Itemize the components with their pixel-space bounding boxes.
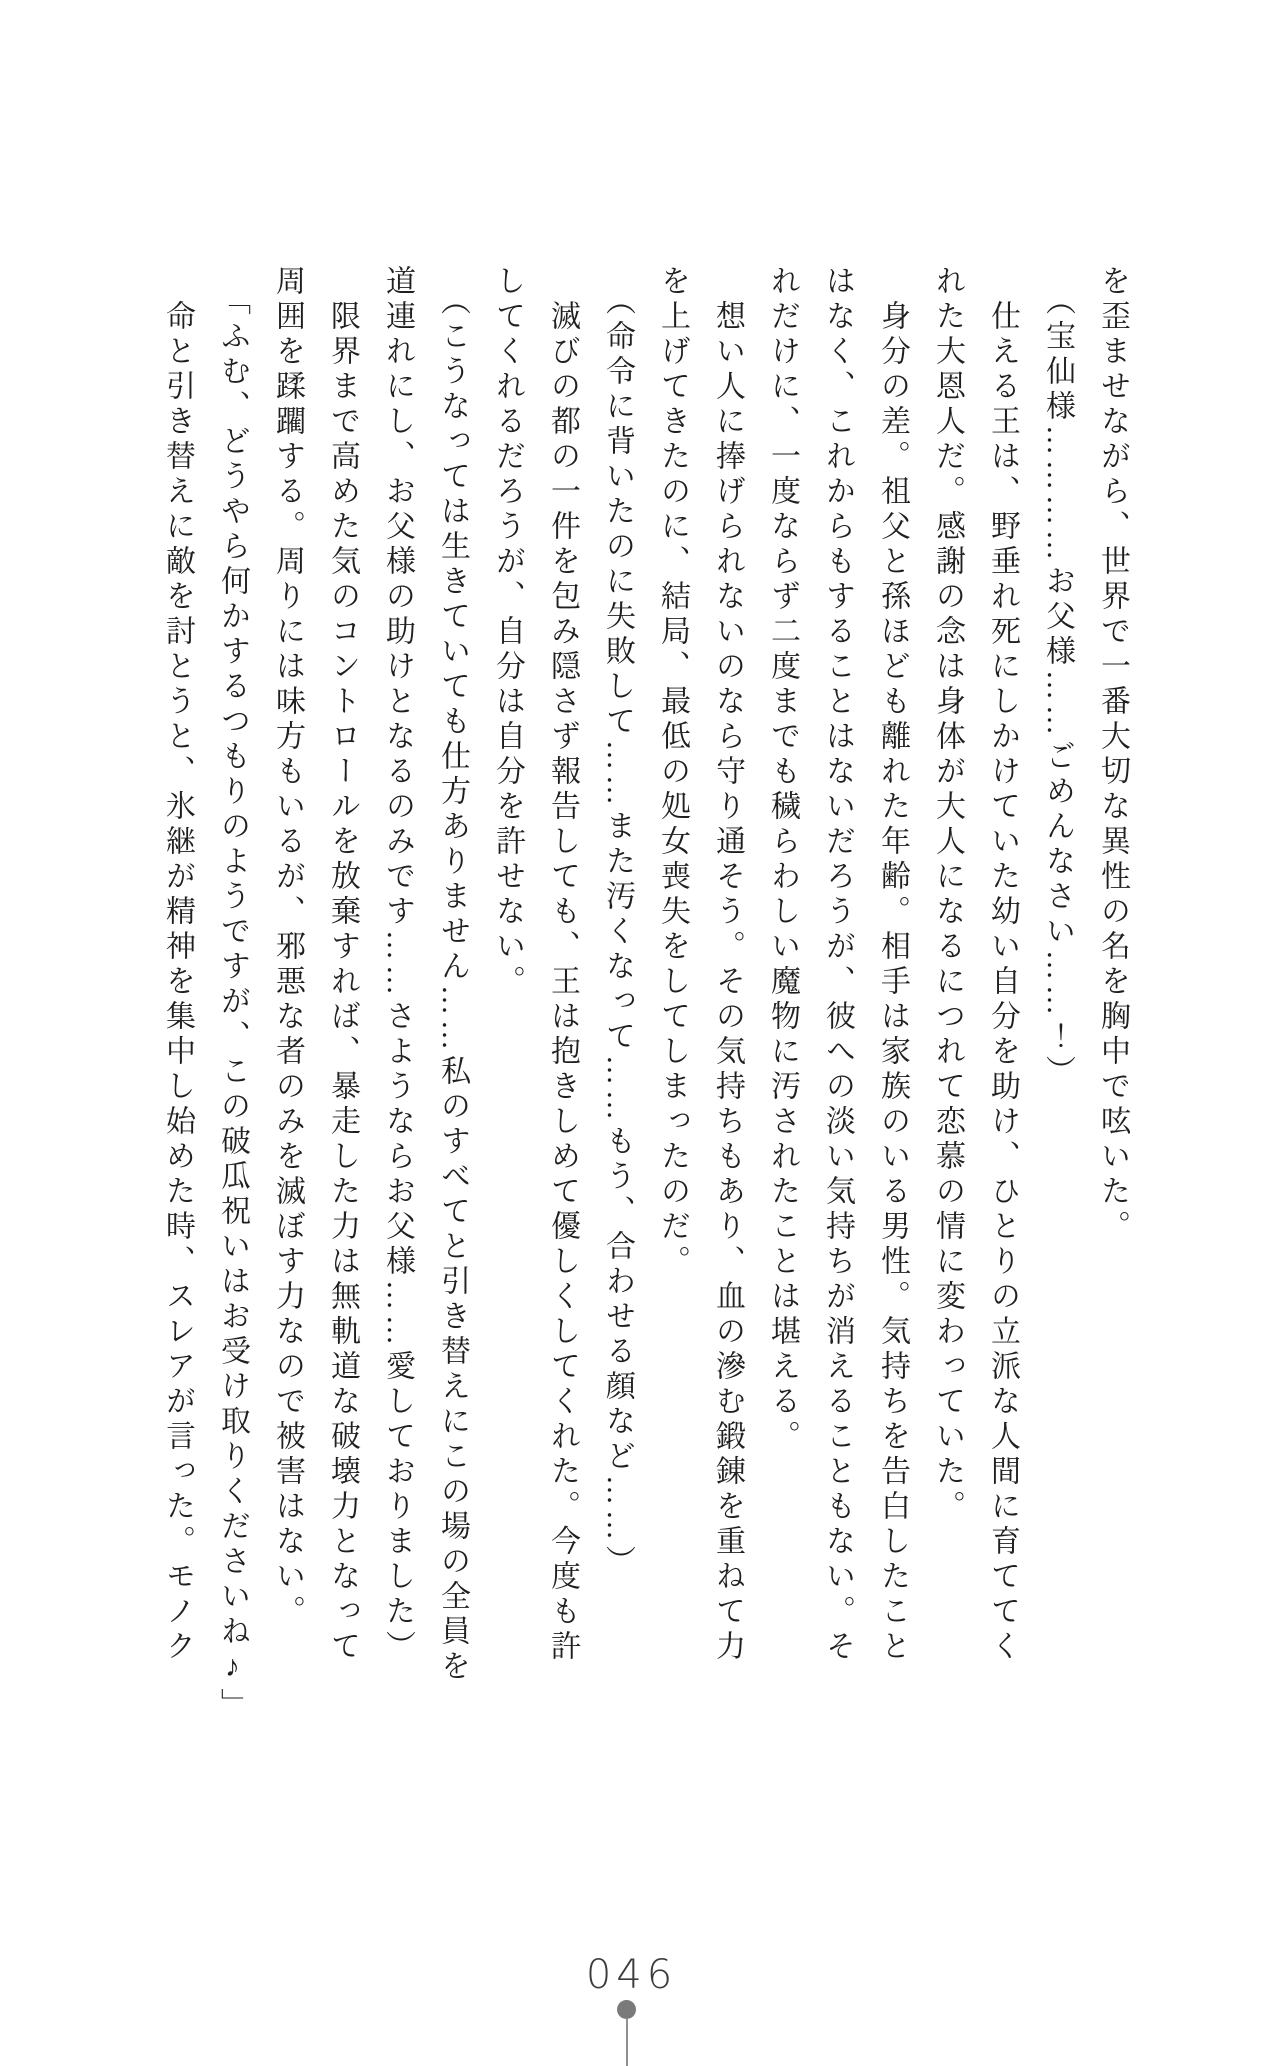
text-line: 想い人に捧げられないのなら守り通そう。その気持ちもあり、血の滲む鍛錬を重ねて力 (711, 265, 744, 1665)
text-line: れだけに、一度ならず二度までも穢らわしい魔物に汚されたことは堪える。 (766, 265, 799, 1455)
footer-dot-ornament (617, 2000, 636, 2019)
text-line: （宝仙様…………お父様……ごめんなさい……！） (1041, 265, 1074, 1090)
text-line: （命令に背いたのに失敗して……また汚くなって……もう、合わせる顔など……） (601, 265, 634, 1580)
text-line: を上げてきたのに、結局、最低の処女喪失をしてしまったのだ。 (656, 265, 689, 1280)
text-line: 限界まで高めた気のコントロールを放棄すれば、暴走した力は無軌道な破壊力となって (326, 265, 359, 1665)
text-line: 滅びの都の一件を包み隠さず報告しても、王は抱きしめて優しくしてくれた。今度も許 (546, 265, 579, 1665)
text-line: 周囲を蹂躙する。周りには味方もいるが、邪悪な者のみを滅ぼす力なので被害はない。 (271, 265, 304, 1630)
page-number: 046 (585, 1952, 678, 1998)
text-line: 仕える王は、野垂れ死にしかけていた幼い自分を助け、ひとりの立派な人間に育ててく (986, 265, 1019, 1665)
text-line: を歪ませながら、世界で一番大切な異性の名を胸中で呟いた。 (1096, 265, 1129, 1245)
novel-text-block (150, 265, 1140, 1745)
text-line: してくれるだろうが、自分は自分を許せない。 (491, 265, 524, 1000)
text-line: 身分の差。祖父と孫ほども離れた年齢。相手は家族のいる男性。気持ちを告白したこと (876, 265, 909, 1665)
text-line: はなく、これからもすることはないだろうが、彼への淡い気持ちが消えることもない。そ (821, 265, 854, 1665)
text-line: 命と引き替えに敵を討とうと、氷継が精神を集中し始めた時、スレアが言った。モノク (161, 265, 194, 1665)
text-line: 道連れにし、お父様の助けとなるのみです……さようならお父様……愛しておりました） (381, 265, 414, 1665)
text-line: れた大恩人だ。感謝の念は身体が大人になるにつれて恋慕の情に変わっていた。 (931, 265, 964, 1525)
footer-rule-ornament (626, 2018, 628, 2066)
text-line: 「ふむ、どうやら何かするつもりのようですが、この破瓜祝いはお受け取りくださいね♪」 (216, 265, 249, 1723)
text-line: （こうなっては生きていても仕方ありません……私のすべてと引き替えにこの場の全員を (436, 265, 469, 1685)
